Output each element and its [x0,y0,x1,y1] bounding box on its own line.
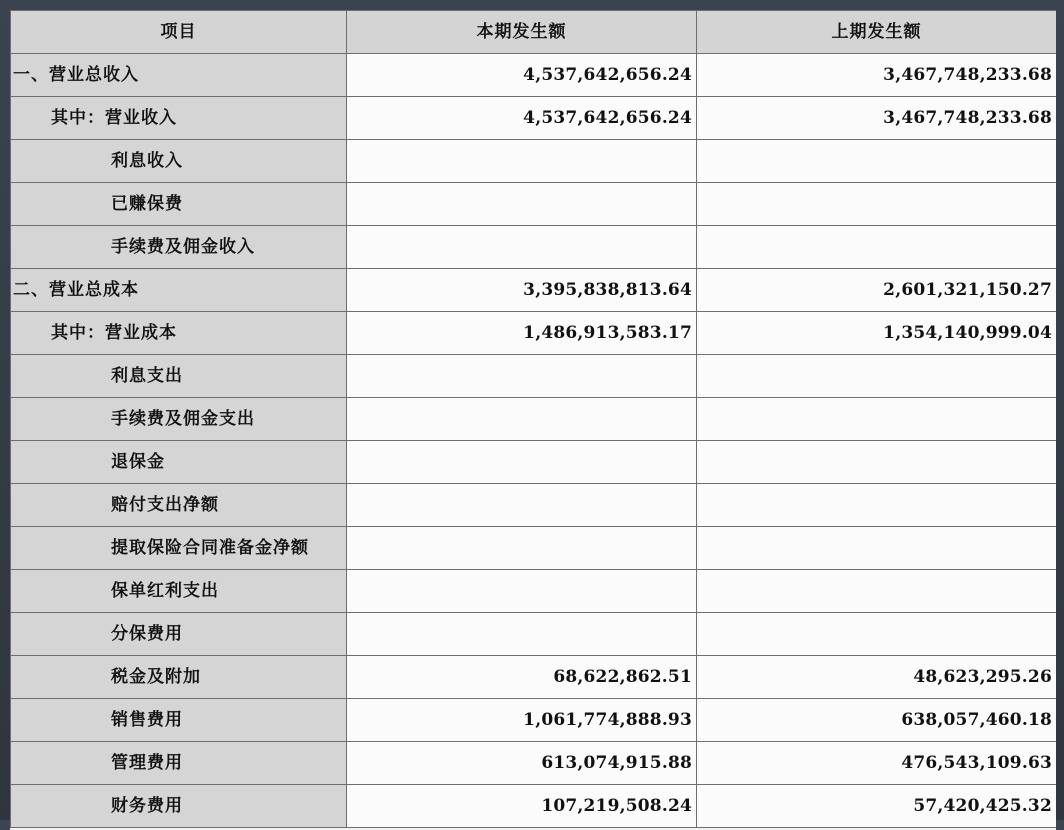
previous-period-value [697,183,1057,226]
previous-period-value [697,140,1057,183]
row-item-label: 其中：营业收入 [11,97,347,140]
previous-period-value [697,355,1057,398]
income-statement-table [10,10,1056,828]
table-row [11,484,1057,527]
current-period-value [347,527,697,570]
table-row [11,570,1057,613]
table-row [11,441,1057,484]
row-item-label: 一、营业总收入 [11,54,347,97]
row-item-label: 利息支出 [11,355,347,398]
row-item-label: 提取保险合同准备金净额 [11,527,347,570]
table-row [11,226,1057,269]
previous-period-value: 3,467,748,233.68 [697,54,1057,97]
current-period-value [347,613,697,656]
header-previous-period: 上期发生额 [697,11,1057,54]
row-item-label: 其中：营业成本 [11,312,347,355]
table-row [11,312,1057,355]
row-item-label: 管理费用 [11,742,347,785]
row-item-label: 分保费用 [11,613,347,656]
previous-period-value: 476,543,109.63 [697,742,1057,785]
current-period-value: 1,486,913,583.17 [347,312,697,355]
row-item-label: 手续费及佣金支出 [11,398,347,441]
current-period-value [347,484,697,527]
previous-period-value: 57,420,425.32 [697,785,1057,828]
row-item-label: 手续费及佣金收入 [11,226,347,269]
previous-period-value [697,441,1057,484]
table-row [11,742,1057,785]
table-row [11,140,1057,183]
table-header-row [11,11,1057,54]
current-period-value: 4,537,642,656.24 [347,97,697,140]
table-row [11,97,1057,140]
previous-period-value: 1,354,140,999.04 [697,312,1057,355]
previous-period-value [697,527,1057,570]
table-row [11,398,1057,441]
previous-period-value [697,613,1057,656]
row-item-label: 利息收入 [11,140,347,183]
current-period-value: 107,219,508.24 [347,785,697,828]
table-row [11,355,1057,398]
current-period-value [347,441,697,484]
table-row [11,613,1057,656]
header-current-period: 本期发生额 [347,11,697,54]
row-item-label: 二、营业总成本 [11,269,347,312]
current-period-value [347,570,697,613]
row-item-label: 退保金 [11,441,347,484]
row-item-label: 销售费用 [11,699,347,742]
table-row [11,183,1057,226]
table-row [11,269,1057,312]
previous-period-value: 48,623,295.26 [697,656,1057,699]
current-period-value [347,183,697,226]
current-period-value [347,226,697,269]
row-item-label: 保单红利支出 [11,570,347,613]
row-item-label: 财务费用 [11,785,347,828]
current-period-value: 613,074,915.88 [347,742,697,785]
table-row [11,785,1057,828]
previous-period-value: 3,467,748,233.68 [697,97,1057,140]
current-period-value: 3,395,838,813.64 [347,269,697,312]
current-period-value: 4,537,642,656.24 [347,54,697,97]
row-item-label: 税金及附加 [11,656,347,699]
previous-period-value [697,398,1057,441]
previous-period-value: 638,057,460.18 [697,699,1057,742]
current-period-value [347,140,697,183]
previous-period-value [697,484,1057,527]
table-row [11,54,1057,97]
table-row [11,699,1057,742]
current-period-value: 68,622,862.51 [347,656,697,699]
current-period-value [347,355,697,398]
table-row [11,656,1057,699]
previous-period-value: 2,601,321,150.27 [697,269,1057,312]
row-item-label: 已赚保费 [11,183,347,226]
row-item-label: 赔付支出净额 [11,484,347,527]
current-period-value [347,398,697,441]
header-item: 项目 [11,11,347,54]
current-period-value: 1,061,774,888.93 [347,699,697,742]
previous-period-value [697,226,1057,269]
document-page [10,10,1056,830]
table-row [11,527,1057,570]
previous-period-value [697,570,1057,613]
